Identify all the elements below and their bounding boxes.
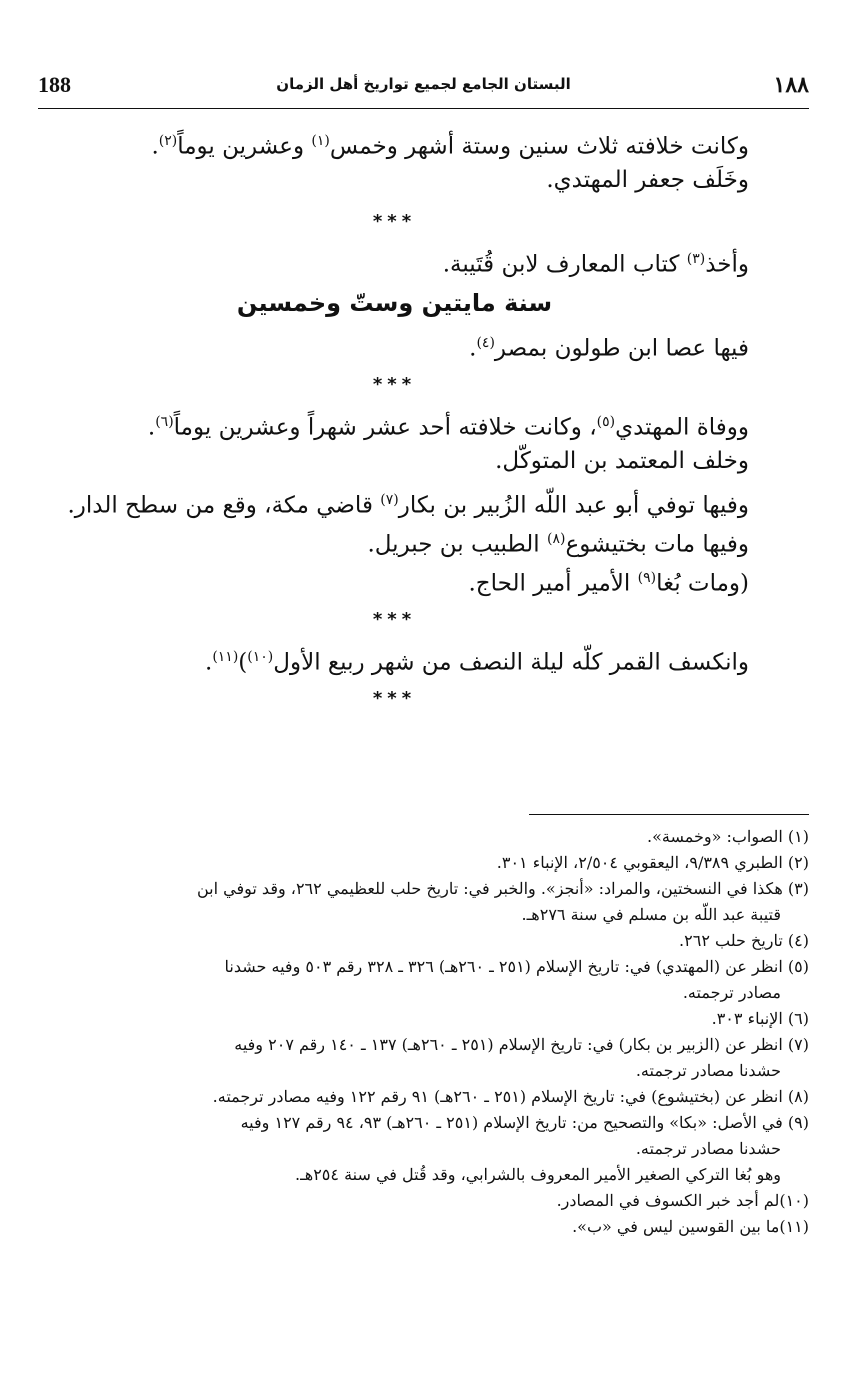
text-line: (ومات بُغا$^{(٩)}$ الأمير أمير الحاج.: [468, 570, 749, 597]
header-rule: [38, 108, 809, 109]
footnote-ref: (٢): [158, 133, 178, 149]
footnote-ref: (١٠): [247, 649, 274, 665]
footnote: (٦) الإنباء ٣٠٣.: [711, 1009, 809, 1028]
footnote: (٥) انظر عن (المهتدي) في: تاريخ الإسلام (٢٥١ ـ ٢٦٠هـ) ٣٢٦ ـ ٣٢٨ رقم ٥٠٣ وفيه حشدنا مصادر ترجمته.: [224, 957, 809, 1002]
footnote-ref: (١): [311, 133, 330, 149]
footnote-ref: (٤): [476, 335, 495, 351]
text-line: وكانت خلافته ثلاث سنين وستة أشهر وخمس$^{(١)}$ وعشرين يوماً$^{(٢)}$.: [151, 133, 749, 160]
text-line: وخلف المعتمد بن المتوكّل.: [495, 448, 749, 474]
running-title: البستان الجامع لجميع تواريخ أهل الزمان: [276, 75, 571, 93]
section-divider: ***: [372, 211, 417, 232]
footnote-ref: (٥): [596, 414, 616, 430]
footnote-ref: (٦): [155, 414, 174, 430]
footnote-ref: (٩): [637, 570, 657, 586]
text-line: وفيها مات بختيشوع$^{(٨)}$ الطبيب بن جبريل.: [367, 531, 749, 558]
footnote-ref: (٨): [547, 531, 566, 547]
text-line: وفيها توفي أبو عبد اللّه الزُبير بن بكار$^{(٧)}$ قاضي مكة، وقع من سطح الدار.: [67, 492, 749, 519]
page-number-latin: 188: [38, 72, 71, 97]
footnote-continuation: وهو بُغا التركي الصغير الأمير المعروف بالشرابي، وقد قُتل في سنة ٢٥٤هـ.: [294, 1165, 781, 1184]
section-divider: ***: [372, 374, 417, 395]
text-line: وانكسف القمر كلّه ليلة النصف من شهر ربيع الأول$^{(١٠)}$)$^{(١١)}$.: [205, 649, 749, 676]
footnote: (٢) الطبري ٩/٣٨٩، اليعقوبي ٢/٥٠٤، الإنباء ٣٠١.: [496, 853, 809, 872]
footnote: (٨) انظر عن (بختيشوع) في: تاريخ الإسلام (٢٥١ ـ ٢٦٠هـ) ٩١ رقم ١٢٢ وفيه مصادر ترجمته.: [212, 1087, 809, 1106]
footnote: (١١)ما بين القوسين ليس في «ب».: [572, 1217, 809, 1236]
main-text: [40, 124, 749, 719]
footnote-ref: (١١): [212, 649, 239, 665]
text-line: وخَلَف جعفر المهتدي.: [546, 167, 749, 193]
text-line: ووفاة المهتدي$^{(٥)}$، وكانت خلافته أحد عشر شهراً وعشرين يوماً$^{(٦)}$.: [147, 414, 749, 441]
page-number-arabic: ١٨٨: [773, 72, 809, 97]
footnote: (٩) في الأصل: «بكا» والتصحيح من: تاريخ الإسلام (٢٥١ ـ ٢٦٠هـ) ٩٣، ٩٤ رقم ١٢٧ وفيه حشدنا مصادر ترجمته.: [240, 1113, 809, 1158]
footnote-ref: (٣): [686, 251, 706, 267]
page-header: [38, 72, 809, 106]
text-line: وأخذ$^{(٣)}$ كتاب المعارف لابن قُتَيبة.: [442, 251, 749, 278]
footnote-ref: (٧): [380, 492, 399, 508]
text-line: فيها عصا ابن طولون بمصر$^{(٤)}$.: [469, 335, 749, 362]
footnote: (٤) تاريخ حلب ٢٦٢.: [679, 931, 809, 950]
section-heading: سنة مايتين وستّ وخمسين: [236, 289, 553, 317]
footnote: (٣) هكذا في النسختين، والمراد: «أنجز». والخبر في: تاريخ حلب للعظيمي ٢٦٢، وقد توفي ابن قتيبة عبد اللّه بن مسلم في سنة ٢٧٦هـ.: [196, 879, 809, 924]
footnote: (١) الصواب: «وخمسة».: [647, 827, 809, 846]
footnote: (٧) انظر عن (الزبير بن بكار) في: تاريخ الإسلام (٢٥١ ـ ٢٦٠هـ) ١٣٧ ـ ١٤٠ رقم ٢٠٧ وفيه حشدنا مصادر ترجمته.: [234, 1035, 809, 1080]
footnote-rule: [529, 814, 809, 815]
footnotes: [40, 824, 809, 1240]
section-divider: ***: [372, 609, 417, 630]
footnote: (١٠)لم أجد خبر الكسوف في المصادر.: [556, 1191, 809, 1210]
section-divider: ***: [372, 688, 417, 709]
